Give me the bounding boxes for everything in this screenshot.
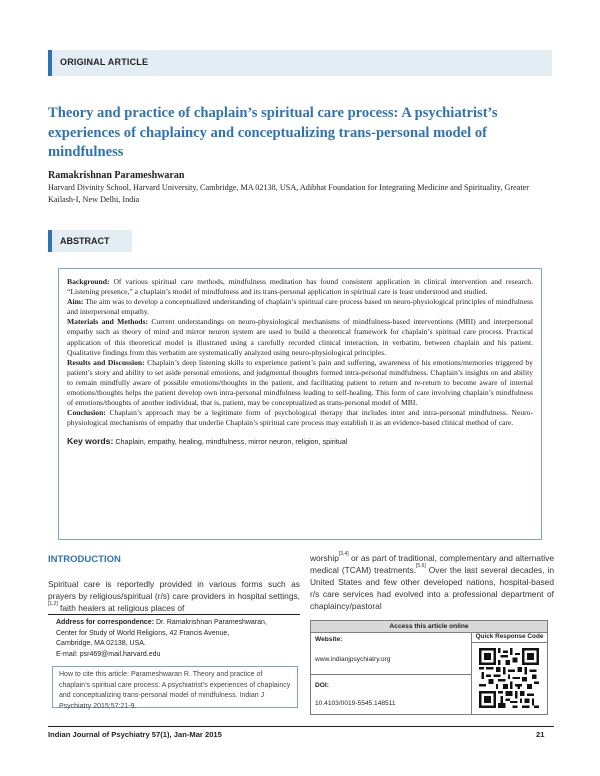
article-type-label: ORIGINAL ARTICLE xyxy=(60,57,149,67)
access-online-box xyxy=(310,620,548,715)
correspondence-first-line xyxy=(56,618,296,629)
methods-label: Materials and Methods: xyxy=(67,317,148,327)
abstract-methods xyxy=(67,317,533,357)
aim-label: Aim: xyxy=(67,297,84,307)
abstract-label: ABSTRACT xyxy=(60,236,110,246)
introduction-right-column xyxy=(310,552,554,612)
methods-text: Current understandings on neuro-physiological mechanisms of mindfulness-based interventions (MBI) and interpersonal empathy such as theory of mind and mirror neuron system are used to build a theoretical framework for chaplain’s spiritual care process. Practical application of this theoretical model is illustrated using a carefully recorded clinical interaction, in verbatim, between chaplain and his patient. Qualitative findings from this verbatim are systematically analyzed using neuro-physiological principles. xyxy=(67,317,533,357)
citation-ref[interactable]: [1,2] xyxy=(48,601,58,607)
intro-right-text-b: or as part of traditional, complementary and alternative medical (TCAM) treatments. xyxy=(310,553,554,576)
keywords-text: Chaplain, empathy, healing, mindfulness, mirror neuron, religion, spiritual xyxy=(115,437,348,447)
footer-page-number: 21 xyxy=(536,730,545,739)
introduction-left-column xyxy=(48,578,300,614)
keywords-label: Key words: xyxy=(67,436,114,447)
abstract-conclusion xyxy=(67,408,533,428)
access-info-divider xyxy=(311,674,471,675)
correspondence-address-2: Cambridge, MA 02138, USA. xyxy=(56,640,146,648)
correspondence-email[interactable]: E-mail: psr469@mail.harvard.edu xyxy=(56,650,161,658)
abstract-box xyxy=(58,268,542,540)
qr-label: Quick Response Code xyxy=(471,632,548,643)
citation-ref[interactable]: [3,4] xyxy=(338,551,349,557)
background-label: Background: xyxy=(67,277,110,286)
conclusion-text: Chaplain’s approach may be a legitimate form of psychological therapy that includes inter and intra-personal mindfulness. Neuro-physiological mechanisms of empathy that underlie Chaplain’s spiritual care process may establish it as an evidence-based clinical method of care. xyxy=(67,408,533,428)
footer-divider xyxy=(48,726,554,727)
intro-text-b: faith healers at religious places of xyxy=(57,603,185,613)
results-text: Chaplain’s deep listening skills to experience patient’s pain and suffering, awareness of his emotions/memories triggered by patient’s story and ability to set aside personal emotions, and judgmental thoughts formed intra-personal mindfulness. Chaplain’s insights on and ability to remain mindfully aware of possible emotions/thoughts in the patient, and facilitating patient to return and re-return to become aware of internal emotions/thoughts helps the patient develop own intra-personal mindfulness leading to self-healing. This form of care involving chaplain’s mindfulness of emotions/thoughts of another individual, that is, patient, may be conceptualized as trans-personal model of MBI. xyxy=(67,357,533,408)
article-type-accent-bar xyxy=(48,50,52,76)
access-info-panel xyxy=(311,632,472,715)
author-affiliation: Harvard Divinity School, Harvard University, Cambridge, MA 02138, USA, Adibhat Foundation for Integrating Medicine and Spirituality, Greater Kailash-I, New Delhi, India xyxy=(48,183,529,205)
how-to-cite-box: How to cite this article: Parameshwaran R. Theory and practice of chaplain’s spiritual care process: A psychiatrist’s experiences of chaplaincy and conceptualizing trans-personal model of mindfulness. Indian J Psychiatry 2015;57:21-9. xyxy=(52,666,298,708)
qr-panel xyxy=(471,632,548,715)
abstract-background xyxy=(67,277,533,297)
footer-journal: Indian Journal of Psychiatry 57(1), Jan-Mar 2015 xyxy=(48,730,222,739)
website-label: Website: xyxy=(315,636,343,643)
background-text: Of various spiritual care methods, mindfulness meditation has found consistent application in clinical intervention and research. “Listening presence,” a chaplain’s model of mindfulness and its trans-personal application in spiritual care is least understood and studied. xyxy=(67,277,533,297)
intro-text-a: Spiritual care is reportedly provided in various forms such as prayers by religious/spiritual (r/s) care providers in hospital settings, xyxy=(48,579,300,601)
qr-code-icon[interactable] xyxy=(479,648,539,708)
article-title: Theory and practice of chaplain’s spiritual care process: A psychiatrist’s experiences of chaplaincy and conceptualizing trans-personal model of mindfulness xyxy=(48,105,498,160)
aim-text: The aim was to develop a conceptualized understanding of chaplain’s spiritual care process based on neuro-physiological principles of mindfulness and interpersonal empathy. xyxy=(67,297,533,317)
correspondence-name: Dr. Ramakrishnan Parameshwaran, xyxy=(155,619,267,626)
website-link[interactable]: www.indianjpsychiatry.org xyxy=(315,656,391,663)
abstract-accent-bar xyxy=(48,230,52,252)
citation-ref[interactable]: [5,6] xyxy=(416,563,426,570)
abstract-aim xyxy=(67,297,533,317)
correspondence-label: Address for correspondence: xyxy=(56,619,155,626)
correspondence-divider xyxy=(48,614,300,615)
intro-right-text-a: worship xyxy=(310,553,339,563)
correspondence-block xyxy=(56,618,296,660)
access-online-header: Access this article online xyxy=(311,621,547,633)
abstract-keywords xyxy=(67,436,533,447)
introduction-heading: INTRODUCTION xyxy=(48,554,121,565)
conclusion-label: Conclusion: xyxy=(67,408,106,418)
correspondence-address-1: Center for Study of World Religions, 42 Francis Avenue, xyxy=(56,629,230,637)
intro-right-text-c: Over the last several decades, in United States and few other developed nations, hospital-based r/s care services had evolved into a professional department of chaplaincy/pastoral xyxy=(310,565,554,612)
doi-link[interactable]: 10.4103/0019-5545.148511 xyxy=(315,700,396,707)
results-label: Results and Discussion: xyxy=(67,357,145,367)
abstract-results xyxy=(67,358,533,408)
doi-label: DOI: xyxy=(315,682,329,689)
author-name: Ramakrishnan Parameshwaran xyxy=(48,170,185,181)
